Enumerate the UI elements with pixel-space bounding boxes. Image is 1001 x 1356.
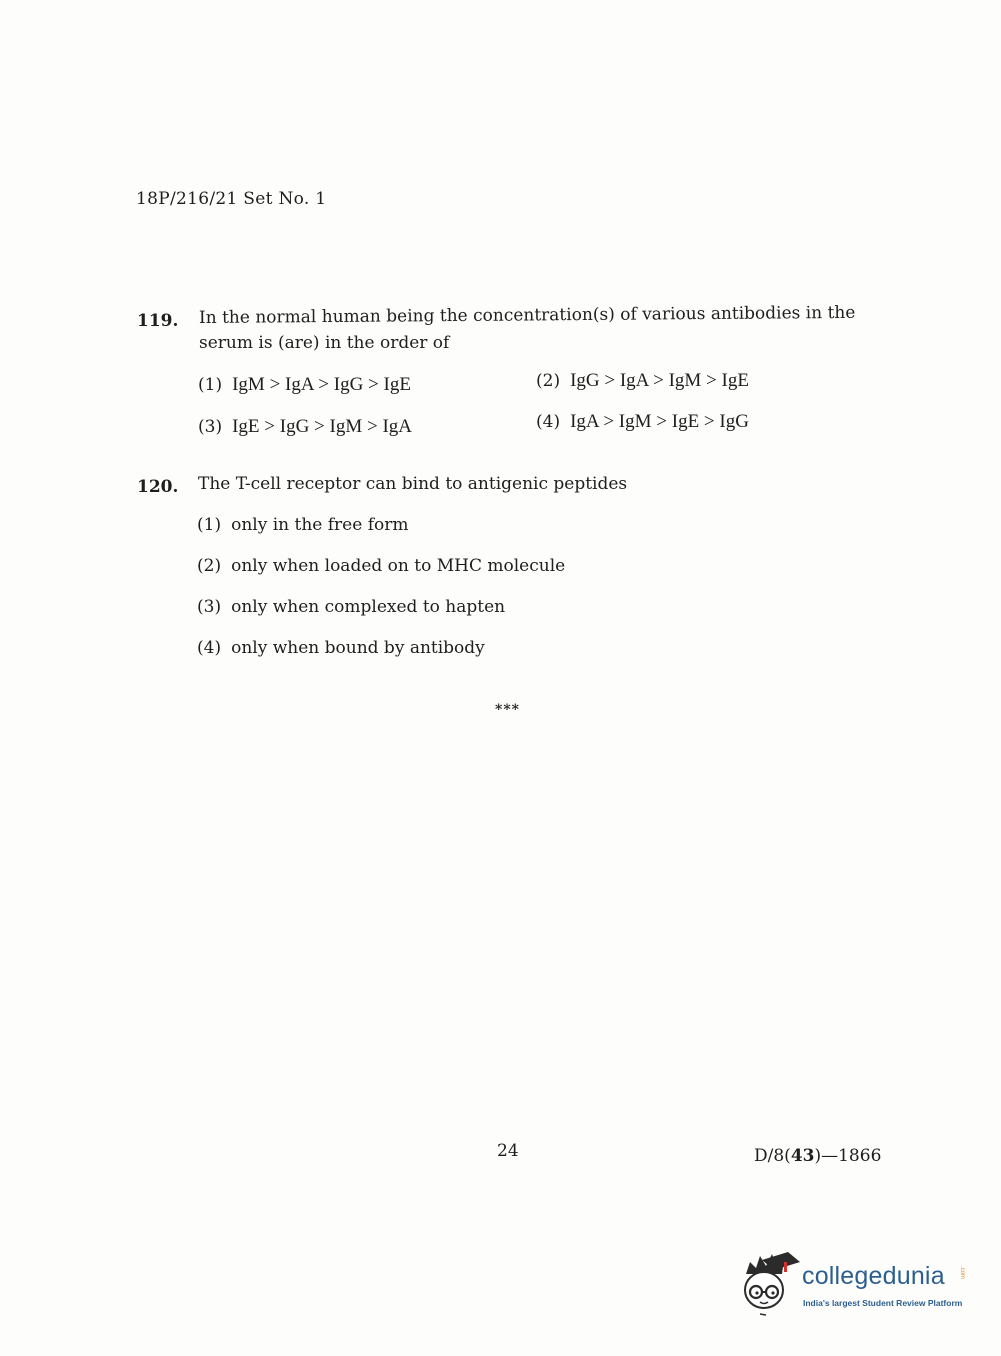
option xyxy=(197,515,408,535)
option-number: (3) xyxy=(198,417,223,437)
option xyxy=(536,370,749,392)
logo-tagline: India's largest Student Review Platform xyxy=(803,1298,963,1308)
option-text: IgM > IgA > IgG > IgE xyxy=(232,374,411,395)
print-code-bold: 43 xyxy=(790,1146,815,1166)
option-text: only when loaded on to MHC molecule xyxy=(231,556,566,576)
option xyxy=(198,374,411,396)
logo-wordmark: collegedunia xyxy=(802,1262,945,1290)
option-text: IgE > IgG > IgM > IgA xyxy=(232,416,412,437)
option-text: only in the free form xyxy=(231,515,409,535)
option-number: (3) xyxy=(197,597,222,617)
option-number: (2) xyxy=(536,371,561,391)
print-code-suffix: )—1866 xyxy=(814,1146,882,1166)
option-text: only when complexed to hapten xyxy=(231,597,506,617)
print-code xyxy=(754,1146,881,1166)
paper-set-code: 18P/216/21 Set No. 1 xyxy=(136,189,327,209)
option xyxy=(197,638,485,658)
option xyxy=(197,597,505,617)
option xyxy=(536,411,749,433)
option-text: IgA > IgM > IgE > IgG xyxy=(570,411,749,432)
option-number: (2) xyxy=(197,556,222,576)
question-text: serum is (are) in the order of xyxy=(199,333,450,353)
option-text: IgG > IgA > IgM > IgE xyxy=(570,370,749,391)
mascot-icon xyxy=(740,1248,800,1318)
end-of-section-marker: *** xyxy=(495,702,520,718)
option xyxy=(198,416,412,438)
question-text: In the normal human being the concentration(s) of various antibodies in the xyxy=(198,302,856,328)
question-number: 120. xyxy=(137,477,179,497)
question-number: 119. xyxy=(137,311,179,331)
option-number: (1) xyxy=(197,515,222,535)
option-number: (4) xyxy=(197,638,222,658)
option-number: (4) xyxy=(536,412,561,432)
logo-domain: .com xyxy=(959,1266,965,1280)
option-text: only when bound by antibody xyxy=(231,638,485,658)
option-number: (1) xyxy=(198,375,223,395)
option xyxy=(197,556,565,576)
collegedunia-logo[interactable] xyxy=(740,1248,970,1318)
print-code-prefix: D/8( xyxy=(754,1146,791,1166)
question-text: The T-cell receptor can bind to antigenic peptides xyxy=(198,474,628,494)
page-number: 24 xyxy=(497,1141,519,1161)
